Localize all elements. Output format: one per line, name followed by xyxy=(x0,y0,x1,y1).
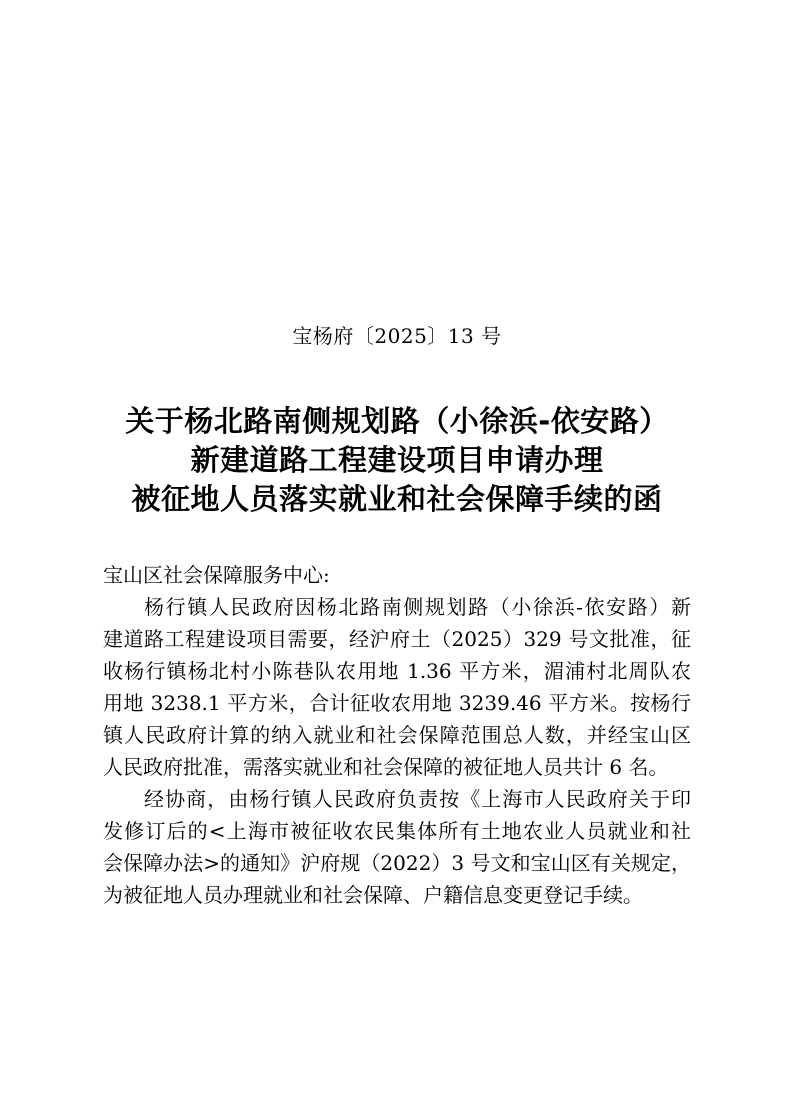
title-line-2: 新建道路工程建设项目申请办理 xyxy=(190,443,604,477)
paragraph-1-line-3: 收杨行镇杨北村小陈巷队农用地 1.36 平方米，湄浦村北周队农 xyxy=(103,659,691,683)
title-line-3: 被征地人员落实就业和社会保障手续的函 xyxy=(131,482,663,516)
paragraph-1-line-5: 镇人民政府计算的纳入就业和社会保障范围总人数，并经宝山区 xyxy=(103,723,691,747)
document-number: 宝杨府〔2025〕13 号 xyxy=(292,324,502,348)
document-title xyxy=(0,402,794,519)
paragraph-2-line-2: 发修订后的<上海市被征收农民集体所有土地农业人员就业和社 xyxy=(103,819,691,843)
paragraph-2 xyxy=(103,783,691,911)
paragraph-2-line-3: 会保障办法>的通知》沪府规（2022）3 号文和宝山区有关规定， xyxy=(103,851,691,875)
paragraph-1 xyxy=(103,591,691,783)
paragraph-1-line-4: 用地 3238.1 平方米，合计征收农用地 3239.46 平方米。按杨行 xyxy=(103,691,691,715)
paragraph-2-line-4: 为被征地人员办理就业和社会保障、户籍信息变更登记手续。 xyxy=(103,883,643,907)
title-line-1: 关于杨北路南侧规划路（小徐浜-依安路） xyxy=(125,404,669,438)
paragraph-2-line-1: 经协商，由杨行镇人民政府负责按《上海市人民政府关于印 xyxy=(144,787,691,811)
paragraph-1-line-2: 建道路工程建设项目需要，经沪府土（2025）329 号文批准，征 xyxy=(103,627,691,651)
salutation: 宝山区社会保障服务中心: xyxy=(103,563,330,587)
document-body xyxy=(103,559,691,911)
paragraph-1-line-6: 人民政府批准，需落实就业和社会保障的被征地人员共计 6 名。 xyxy=(103,755,669,779)
paragraph-1-line-1: 杨行镇人民政府因杨北路南侧规划路（小徐浜-依安路）新 xyxy=(144,595,691,619)
